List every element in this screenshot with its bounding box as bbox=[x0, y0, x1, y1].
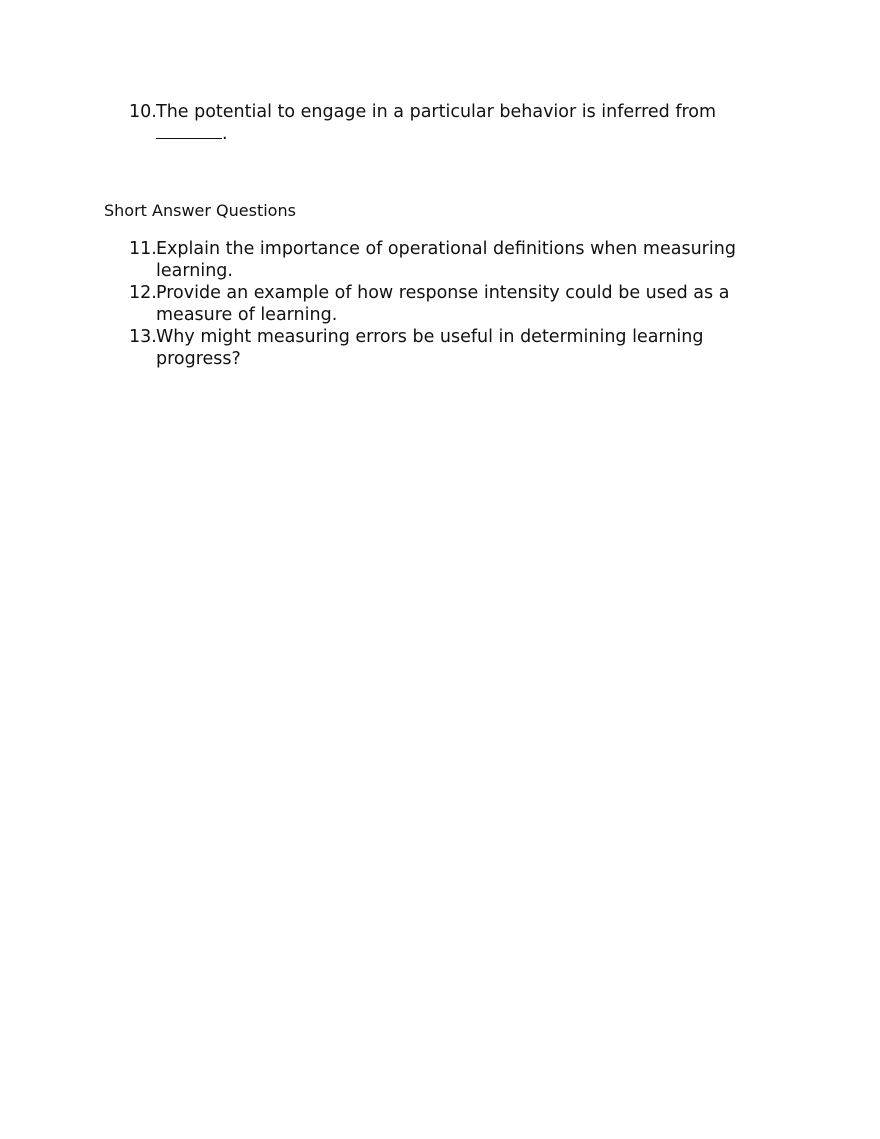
question-text: Why might measuring errors be useful in determining learning progress? bbox=[156, 327, 704, 369]
question-suffix: . bbox=[222, 124, 228, 144]
question-text: The potential to engage in a particular behavior is inferred from bbox=[156, 102, 717, 122]
question-12 bbox=[129, 282, 789, 326]
question-number: 13. bbox=[129, 327, 157, 347]
question-11 bbox=[129, 238, 789, 282]
question-13 bbox=[129, 326, 789, 370]
section-heading: Short Answer Questions bbox=[104, 201, 296, 220]
question-text: Explain the importance of operational definitions when measuring learning. bbox=[156, 239, 736, 281]
fill-in-blank bbox=[156, 123, 222, 139]
question-10 bbox=[129, 101, 789, 145]
question-text: Provide an example of how response intensity could be used as a measure of learning. bbox=[156, 283, 730, 325]
question-number: 12. bbox=[129, 283, 157, 303]
question-number: 10. bbox=[129, 102, 157, 122]
question-text-wrapper bbox=[156, 101, 776, 145]
question-number: 11. bbox=[129, 239, 157, 259]
